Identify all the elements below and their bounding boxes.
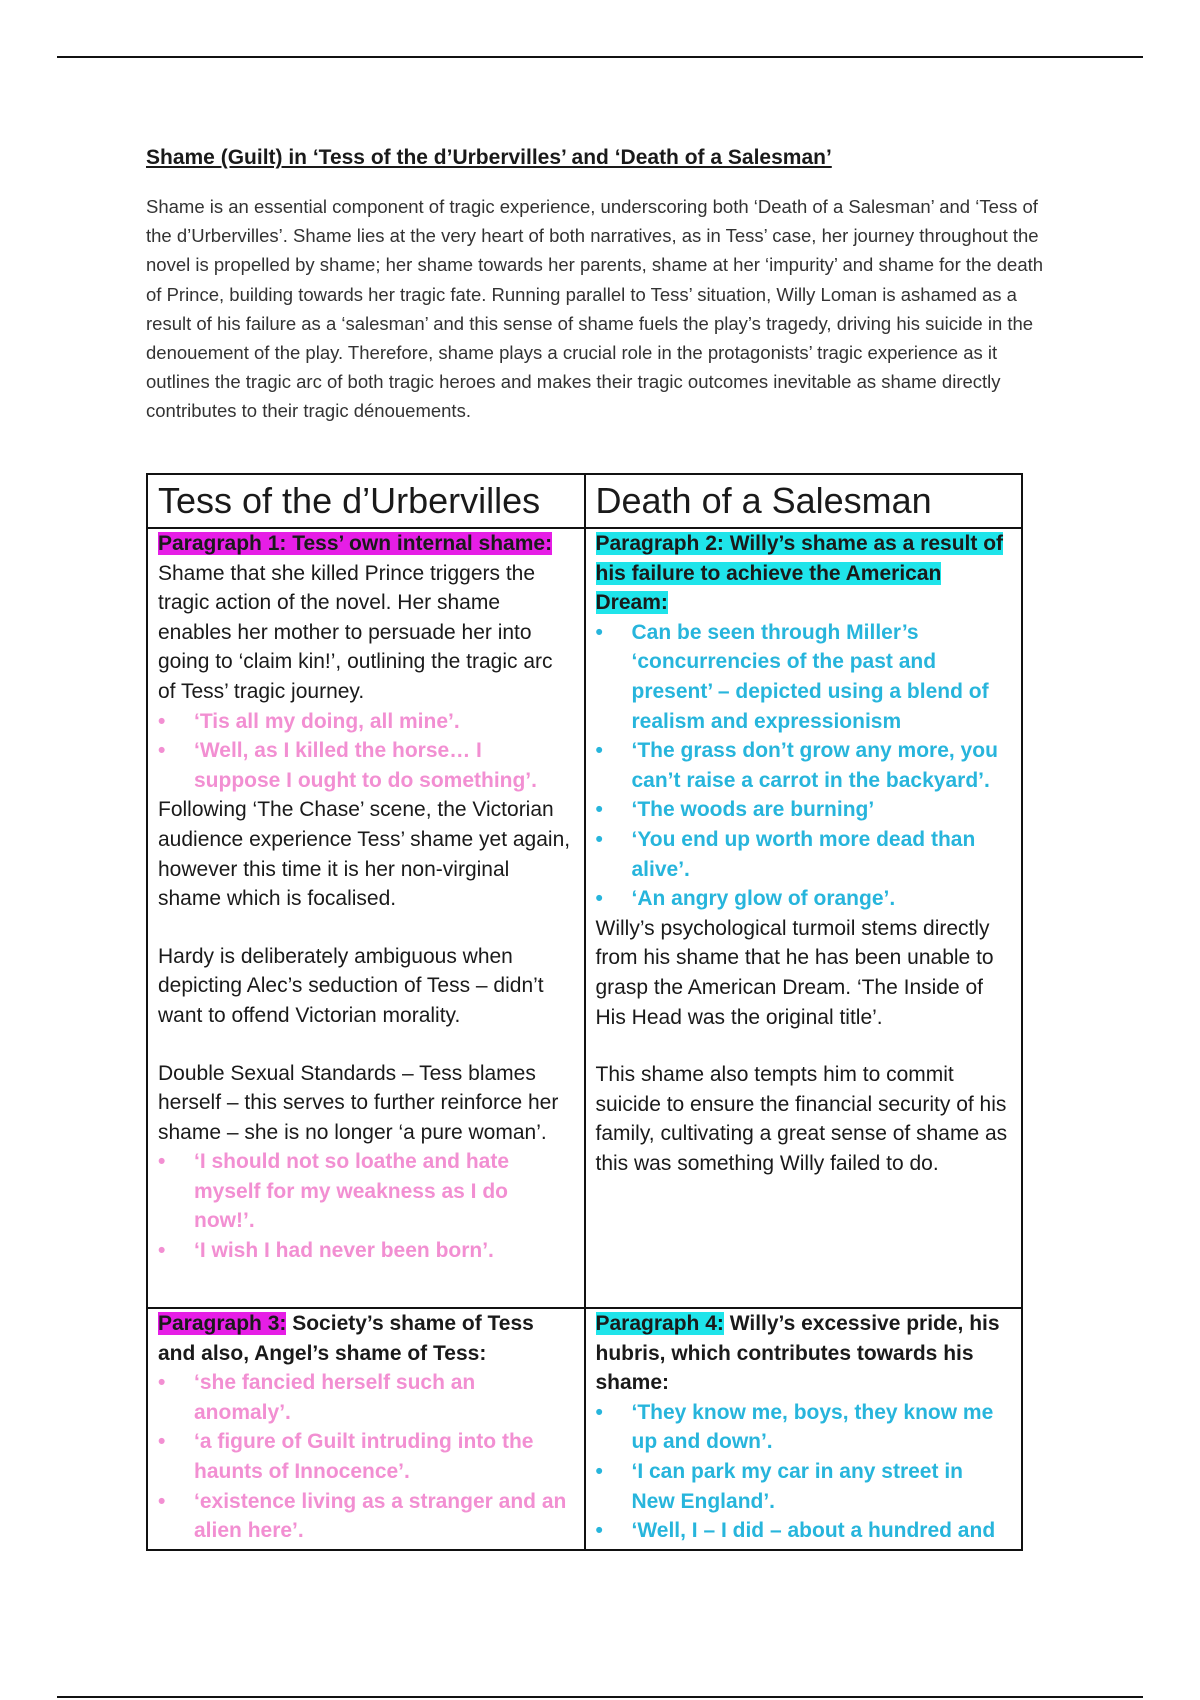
tess-paragraph-3-cell bbox=[147, 1308, 585, 1550]
tess-p3-heading: Society’s shame of Tess and also, Angel’s shame of Tess: bbox=[158, 1312, 534, 1365]
comparison-table bbox=[146, 473, 1023, 1551]
bottom-rule bbox=[57, 1696, 1143, 1698]
quote-item: • ‘The woods are burning’ bbox=[596, 795, 1012, 825]
quote-item: • ‘Well, as I killed the horse… I suppose I ought to do something’. bbox=[158, 736, 574, 795]
tess-p3-label: Paragraph 3: bbox=[158, 1312, 287, 1335]
tess-p1-intro: Shame that she killed Prince triggers the tragic action of the novel. Her shame enables her mother to persuade her into going to ‘claim kin!’, outlining the tragic arc of Tess’ tragic journey. bbox=[158, 561, 553, 703]
quote-item: • ‘I can park my car in any street in New England’. bbox=[596, 1457, 1012, 1516]
quote-item: • ‘An angry glow of orange’. bbox=[596, 884, 1012, 914]
quote-item: • ‘Well, I – I did – about a hundred and bbox=[596, 1516, 1012, 1546]
tess-p1-chase: Following ‘The Chase’ scene, the Victorian audience experience Tess’ shame yet again, however this time it is her non-virginal shame which is focalised. bbox=[158, 798, 571, 911]
top-rule bbox=[57, 56, 1143, 58]
willy-paragraph-4-cell bbox=[585, 1308, 1023, 1550]
willy-p4-quotes bbox=[596, 1398, 1012, 1546]
willy-p2-suicide: This shame also tempts him to commit suicide to ensure the financial security of his family, cultivating a great sense of shame as this was something Willy failed to do. bbox=[595, 1063, 1008, 1175]
intro-paragraph: Shame is an essential component of tragic experience, underscoring both ‘Death of a Salesman’ and ‘Tess of the d’Urbervilles’. Shame lies at the very heart of both narratives, as in Tess’ case, her journey throughout the novel is propelled by shame; her shame towards her parents, shame at her ‘impurity’ and shame for the death of Prince, building towards her tragic fate. Running parallel to Tess’ situation, Willy Loman is ashamed as a result of his failure as a ‘salesman’ and this sense of shame fuels the play’s tragedy, driving his suicide in the denouement of the play. Therefore, shame plays a crucial role in the protagonists’ tragic experience as it outlines the tragic arc of both tragic heroes and makes their tragic outcomes inevitable as shame directly contributes to their tragic dénouements. bbox=[146, 196, 1044, 422]
quote-item: • ‘Tis all my doing, all mine’. bbox=[158, 707, 574, 737]
quote-item: • Can be seen through Miller’s ‘concurrencies of the past and present’ – depicted using a blend of realism and expressionism bbox=[596, 618, 1012, 736]
column-header-tess: Tess of the d’Urbervilles bbox=[147, 474, 585, 528]
quote-item: • ‘she fancied herself such an anomaly’. bbox=[158, 1368, 574, 1427]
tess-p1-quotes-b bbox=[158, 1147, 574, 1265]
willy-p2-turmoil: Willy’s psychological turmoil stems directly from his shame that he has been unable to grasp the American Dream. ‘The Inside of His Head was the original title’. bbox=[595, 916, 994, 1029]
quote-item: • ‘a figure of Guilt intruding into the haunts of Innocence’. bbox=[158, 1427, 574, 1486]
willy-paragraph-2-cell bbox=[585, 528, 1023, 1308]
tess-p1-heading: Paragraph 1: Tess’ own internal shame: bbox=[158, 532, 553, 555]
willy-p2-heading: Paragraph 2: Willy’s shame as a result of his failure to achieve the American Dream: bbox=[595, 532, 1004, 615]
tess-p1-double: Double Sexual Standards – Tess blames herself – this serves to further reinforce her shame – she is no longer ‘a pure woman’. bbox=[158, 1061, 559, 1144]
willy-p4-label: Paragraph 4: bbox=[595, 1312, 724, 1335]
quote-item: • ‘existence living as a stranger and an alien here’. bbox=[158, 1487, 574, 1546]
page-title: Shame (Guilt) in ‘Tess of the d’Urbervilles’ and ‘Death of a Salesman’ bbox=[146, 146, 832, 169]
willy-p2-quotes bbox=[596, 618, 1012, 914]
quote-item: • ‘The grass don’t grow any more, you can’t raise a carrot in the backyard’. bbox=[596, 736, 1012, 795]
tess-paragraph-1-cell bbox=[147, 528, 585, 1308]
quote-item: • ‘They know me, boys, they know me up and down’. bbox=[596, 1398, 1012, 1457]
quote-item: • ‘I wish I had never been born’. bbox=[158, 1236, 574, 1266]
column-header-salesman: Death of a Salesman bbox=[585, 474, 1023, 528]
tess-p1-hardy: Hardy is deliberately ambiguous when depicting Alec’s seduction of Tess – didn’t want to offend Victorian morality. bbox=[158, 944, 544, 1027]
willy-p4-heading: Willy’s excessive pride, his hubris, which contributes towards his shame: bbox=[595, 1312, 1000, 1395]
quote-item: • ‘You end up worth more dead than alive’. bbox=[596, 825, 1012, 884]
tess-p1-quotes-a bbox=[158, 707, 574, 796]
quote-item: • ‘I should not so loathe and hate myself for my weakness as I do now!’. bbox=[158, 1147, 574, 1236]
tess-p3-quotes bbox=[158, 1368, 574, 1546]
